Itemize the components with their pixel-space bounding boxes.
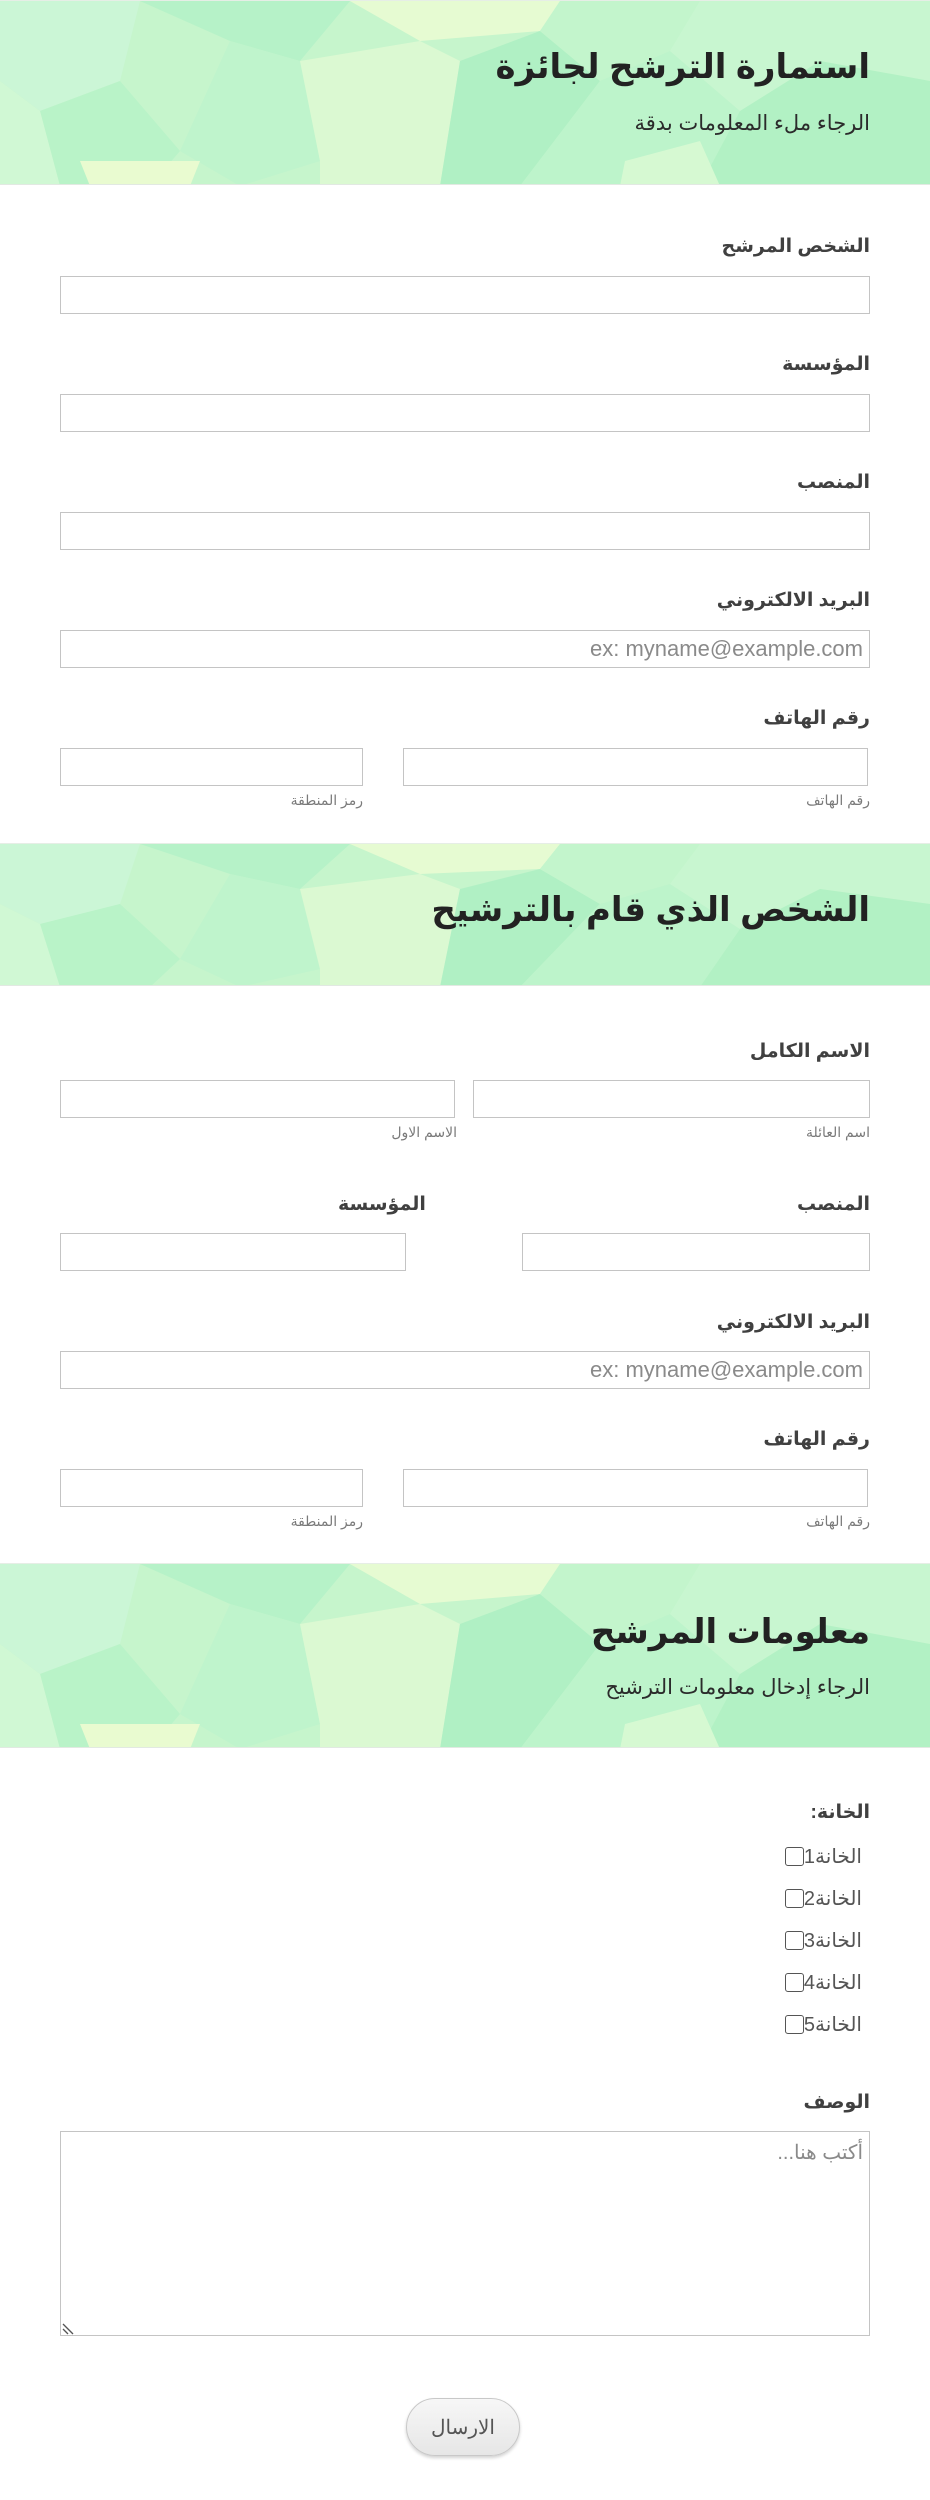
organization-input[interactable] bbox=[60, 394, 870, 432]
position-input[interactable] bbox=[60, 512, 870, 550]
nominee-info-subtitle: الرجاء إدخال معلومات الترشيح bbox=[605, 1676, 870, 1699]
checkbox-option-label: الخانة4 bbox=[803, 1971, 862, 1994]
checkbox-group-label: الخانة: bbox=[810, 1802, 870, 1823]
checkbox[interactable] bbox=[785, 1973, 804, 1992]
nominee-info-title: معلومات المرشح bbox=[590, 1613, 870, 1651]
checkbox[interactable] bbox=[785, 1931, 804, 1950]
checkbox-option[interactable] bbox=[777, 2010, 870, 2038]
checkbox-option[interactable] bbox=[777, 1926, 870, 1954]
nominee-input[interactable] bbox=[60, 276, 870, 314]
submit-button[interactable]: الارسال bbox=[406, 2398, 520, 2456]
nominator-section-title: الشخص الذي قام بالترشيح bbox=[431, 891, 870, 929]
nominator-area-code-input[interactable] bbox=[60, 1469, 363, 1507]
checkbox-option[interactable] bbox=[777, 1842, 870, 1870]
nominator-email-input[interactable] bbox=[60, 1351, 870, 1389]
checkbox-option-label: الخانة5 bbox=[803, 2013, 862, 2036]
banner-pattern bbox=[0, 1, 930, 185]
checkbox-option-label: الخانة3 bbox=[803, 1929, 862, 1952]
nominator-position-label: المنصب bbox=[797, 1194, 870, 1215]
nominator-organization-input[interactable] bbox=[60, 1233, 406, 1271]
checkbox-option[interactable] bbox=[777, 1968, 870, 1996]
form-header-banner bbox=[0, 0, 930, 185]
resize-grip-icon[interactable] bbox=[62, 2321, 76, 2335]
email-input[interactable] bbox=[60, 630, 870, 668]
nominator-section-banner bbox=[0, 843, 930, 986]
nominator-phone-sublabel: رقم الهاتف bbox=[806, 1513, 870, 1529]
checkbox-option-label: الخانة1 bbox=[803, 1845, 862, 1868]
organization-label: المؤسسة bbox=[782, 354, 870, 375]
nominator-position-input[interactable] bbox=[522, 1233, 870, 1271]
nominator-organization-label: المؤسسة bbox=[338, 1194, 426, 1215]
description-label: الوصف bbox=[803, 2092, 870, 2113]
phone-number-sublabel: رقم الهاتف bbox=[806, 792, 870, 808]
banner-pattern bbox=[0, 1564, 930, 1748]
last-name-sublabel: اسم العائلة bbox=[805, 1124, 870, 1140]
nominee-label: الشخص المرشح bbox=[721, 236, 870, 257]
nominator-email-label: البريد الالكتروني bbox=[716, 1312, 870, 1333]
nominator-phone-label: رقم الهاتف bbox=[763, 1429, 870, 1450]
area-code-input[interactable] bbox=[60, 748, 363, 786]
first-name-sublabel: الاسم الاول bbox=[391, 1124, 457, 1140]
checkbox[interactable] bbox=[785, 2015, 804, 2034]
checkbox-option[interactable] bbox=[777, 1884, 870, 1912]
first-name-input[interactable] bbox=[60, 1080, 455, 1118]
phone-label: رقم الهاتف bbox=[763, 708, 870, 729]
fullname-label: الاسم الكامل bbox=[749, 1041, 870, 1062]
area-code-sublabel: رمز المنطقة bbox=[290, 792, 363, 808]
nominator-area-code-sublabel: رمز المنطقة bbox=[290, 1513, 363, 1529]
phone-number-input[interactable] bbox=[403, 748, 868, 786]
email-label: البريد الالكتروني bbox=[716, 590, 870, 611]
last-name-input[interactable] bbox=[473, 1080, 870, 1118]
checkbox[interactable] bbox=[785, 1847, 804, 1866]
description-textarea[interactable] bbox=[60, 2131, 870, 2336]
nominator-phone-number-input[interactable] bbox=[403, 1469, 868, 1507]
position-label: المنصب bbox=[797, 472, 870, 493]
nominee-info-banner bbox=[0, 1563, 930, 1748]
checkbox[interactable] bbox=[785, 1889, 804, 1908]
form-subtitle: الرجاء ملء المعلومات بدقة bbox=[634, 112, 870, 135]
checkbox-option-label: الخانة2 bbox=[803, 1887, 862, 1910]
form-title: استمارة الترشح لجائزة bbox=[495, 48, 870, 86]
